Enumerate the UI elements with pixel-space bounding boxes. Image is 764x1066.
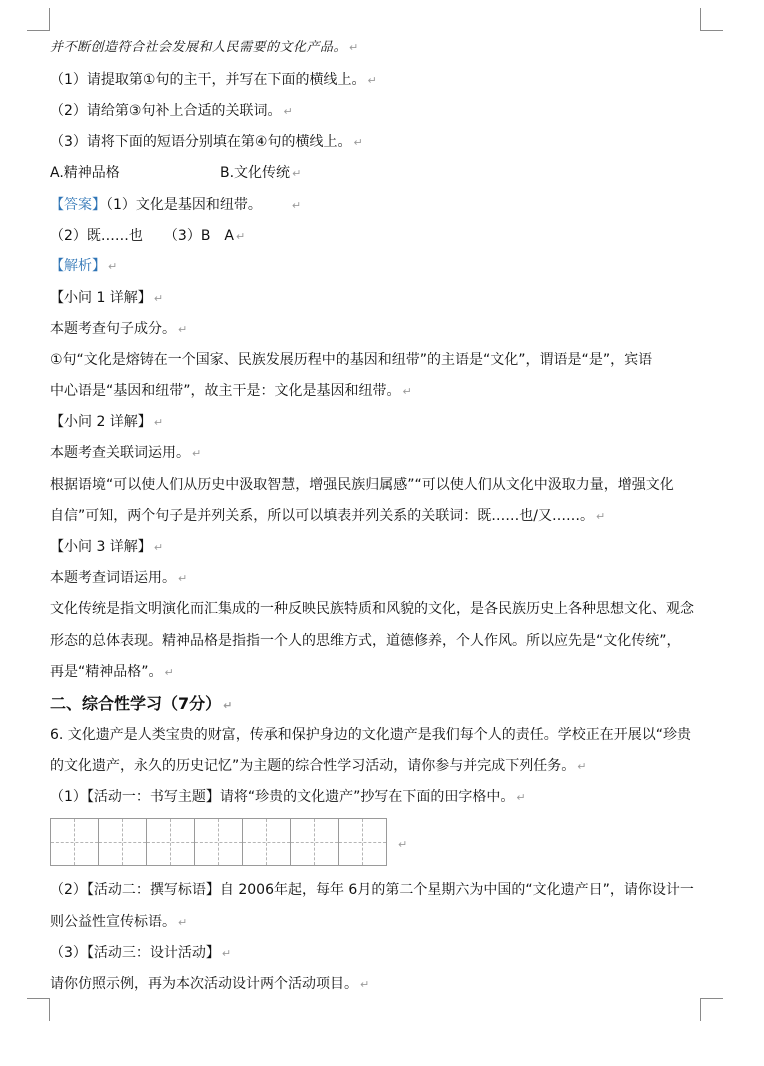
text-line: 的文化遗产，永久的历史记忆”为主题的综合性学习活动，请你参与并完成下列任务。 ↵	[50, 758, 587, 774]
text-line: ①句“文化是熔铸在一个国家、民族发展历程中的基因和纽带”的主语是“文化”，谓语是“是”，宾语	[50, 352, 653, 368]
text-line: 文化传统是指文明演化而汇集成的一种反映民族特质和风貌的文化，是各民族历史上各种思想文化、观念	[50, 601, 694, 617]
question-6: 6. 文化遗产是人类宝贵的财富，传承和保护身边的文化遗产是我们每个人的责任。学校正在开展以“珍贵	[50, 727, 692, 743]
text-line: 则公益性宣传标语。 ↵	[50, 914, 188, 930]
sub-question-2-heading: 【小问 2 详解】 ↵	[50, 414, 164, 430]
paragraph-mark-icon: ↵	[221, 947, 232, 960]
paragraph-mark-icon: ↵	[283, 105, 293, 118]
grid-cell[interactable]	[291, 818, 339, 866]
answer-line-2: （2）既……也 （3）B A ↵	[50, 228, 246, 244]
paragraph-mark-icon: ↵	[402, 385, 412, 398]
question-3: （3）请将下面的短语分别填在第④句的横线上。 ↵	[50, 134, 363, 150]
corner-mark-top-right	[700, 8, 723, 31]
paragraph-mark-icon: ↵	[164, 666, 174, 679]
option-b: B.文化传统 ↵	[220, 165, 302, 181]
grid-cell[interactable]	[243, 818, 291, 866]
paragraph-mark-icon: ↵	[516, 791, 526, 804]
paragraph-mark-icon: ↵	[178, 323, 188, 336]
option-a: A.精神品格	[50, 165, 120, 181]
text-line: 并不断创造符合社会发展和人民需要的文化产品。 ↵	[50, 40, 359, 55]
paragraph-mark-icon: ↵	[153, 292, 164, 305]
paragraph-mark-icon: ↵	[595, 510, 606, 523]
paragraph-mark-icon: ↵	[192, 447, 202, 460]
paragraph-mark-icon: ↵	[223, 699, 233, 712]
question-2: （2）请给第③句补上合适的关联词。 ↵	[50, 103, 293, 119]
sub-question-1-heading: 【小问 1 详解】 ↵	[50, 290, 164, 306]
paragraph-mark-icon: ↵	[398, 838, 408, 851]
analysis-tag: 【解析】 ↵	[50, 258, 118, 274]
paragraph-mark-icon: ↵	[367, 74, 377, 87]
paragraph-mark-icon: ↵	[353, 136, 363, 149]
grid-cell[interactable]	[51, 818, 99, 866]
corner-mark-bottom-right	[700, 998, 723, 1021]
text-line: 再是“精神品格”。 ↵	[50, 664, 174, 680]
question-1: （1）请提取第①句的主干，并写在下面的横线上。 ↵	[50, 72, 377, 88]
text-line: 请你仿照示例，再为本次活动设计两个活动项目。 ↵	[50, 976, 370, 992]
paragraph-mark-icon: ↵	[577, 760, 587, 773]
section-heading: 二、综合性学习（7分） ↵	[50, 694, 233, 713]
paragraph-mark-icon: ↵	[108, 260, 118, 273]
grid-cell[interactable]	[147, 818, 195, 866]
text-line: 形态的总体表现。精神品格是指指一个人的思维方式，道德修养，个人作风。所以应先是“文化传统”，	[50, 633, 681, 649]
text-line: 中心语是“基因和纽带”，故主干是：文化是基因和纽带。 ↵	[50, 383, 412, 399]
text-line: 根据语境“可以使人们从历史中汲取智慧，增强民族归属感”“可以使人们从文化中汲取力量，增强文化	[50, 477, 674, 493]
corner-mark-bottom-left	[27, 998, 50, 1021]
answer-line: 【答案】（1）文化是基因和纽带。 ↵	[50, 197, 302, 213]
paragraph-mark-icon: ↵	[153, 416, 164, 429]
paragraph-mark-icon: ↵	[178, 572, 188, 585]
grid-cell[interactable]	[99, 818, 147, 866]
text-line: 本题考查关联词运用。 ↵	[50, 445, 202, 461]
corner-mark-top-left	[27, 8, 50, 31]
tianzige-grid[interactable]	[50, 818, 387, 866]
paragraph-mark-icon: ↵	[360, 978, 370, 991]
paragraph-mark-icon: ↵	[153, 541, 164, 554]
paragraph-mark-icon: ↵	[292, 167, 302, 180]
text-line: 本题考查句子成分。 ↵	[50, 321, 188, 337]
sub-question-3-heading: 【小问 3 详解】 ↵	[50, 539, 164, 555]
text-line: 自信”可知，两个句子是并列关系，所以可以填表并列关系的关联词：既……也/又……。 ↵	[50, 508, 606, 524]
paragraph-mark-icon: ↵	[349, 41, 359, 54]
grid-cell[interactable]	[339, 818, 387, 866]
activity-1: （1）【活动一：书写主题】请将“珍贵的文化遗产”抄写在下面的田字格中。 ↵	[50, 789, 526, 805]
paragraph-mark-icon: ↵	[236, 230, 246, 243]
paragraph-mark-icon: ↵	[178, 916, 188, 929]
activity-2: （2）【活动二：撰写标语】自 2006年起，每年 6月的第二个星期六为中国的“文化遗产日”，请你设计一	[50, 882, 694, 898]
grid-end-mark	[396, 836, 407, 852]
text-line: 本题考查词语运用。 ↵	[50, 570, 188, 586]
answer-tag: 【答案】	[50, 197, 106, 213]
paragraph-mark-icon: ↵	[291, 199, 302, 212]
activity-3: （3）【活动三：设计活动】 ↵	[50, 945, 232, 961]
grid-cell[interactable]	[195, 818, 243, 866]
